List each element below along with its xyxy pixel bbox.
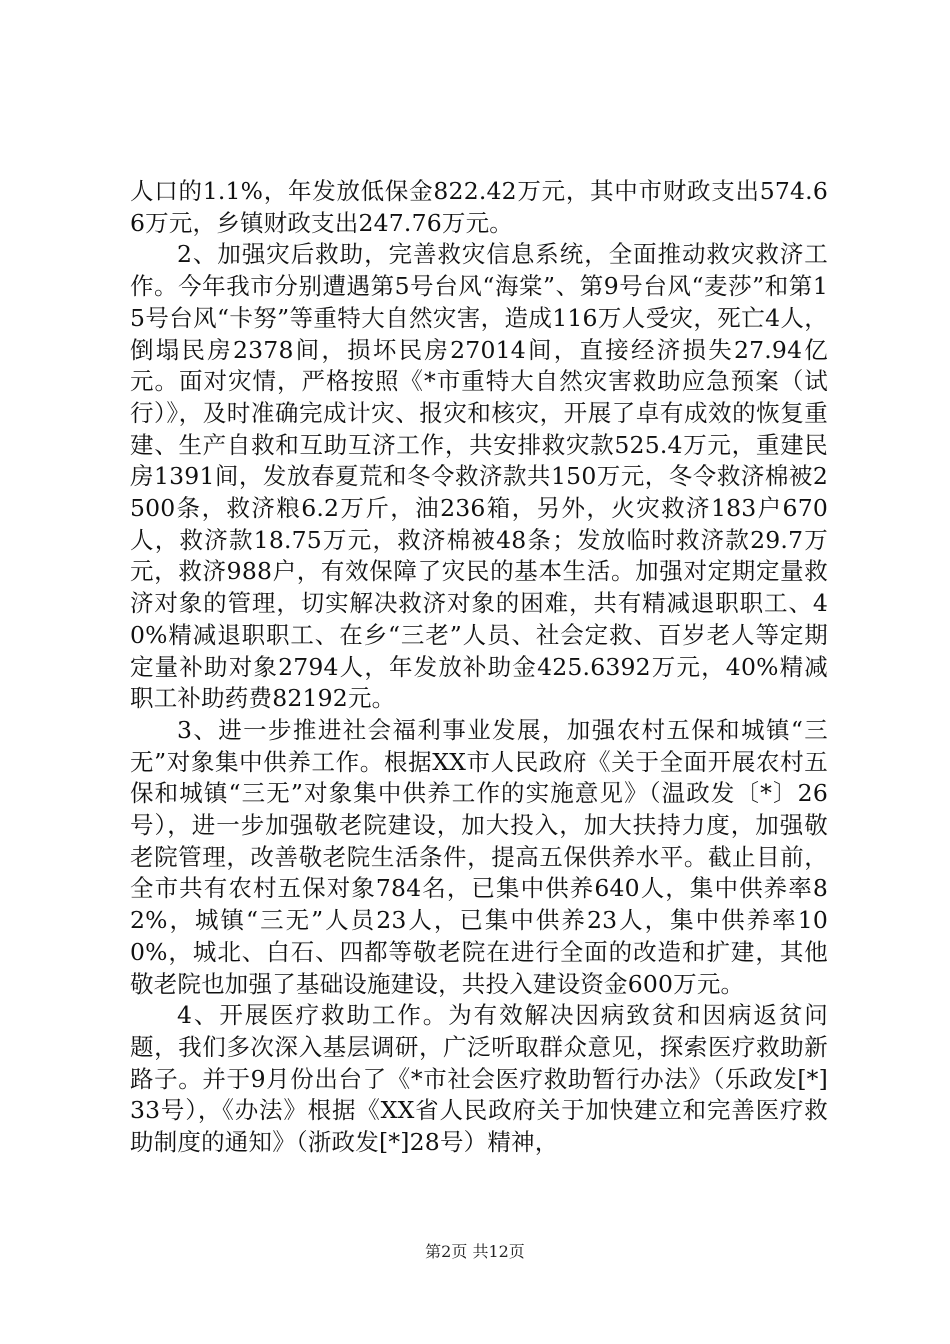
paragraph-continuation: 人口的1.1%，年发放低保金822.42万元，其中市财政支出574.66万元，乡镇财政支出247.76万元。: [130, 177, 828, 237]
paragraph-disaster-relief: 2、加强灾后救助，完善救灾信息系统，全面推动救灾救济工作。今年我市分别遭遇第5号台风“海棠”、第9号台风“麦莎”和第15号台风“卡努”等重特大自然灾害，造成116万人受灾，死亡4人，倒塌民房2378间，损坏民房27014间，直接经济损失27.94亿元。面对灾情，严格按照《*市重特大自然灾害救助应急预案（试行）》，及时准确完成计灾、报灾和核灾，开展了卓有成效的恢复重建、生产自救和互助互济工作，共安排救灾款525.4万元，重建民房1391间，发放春夏荒和冬令救济款共150万元，冬令救济棉被2500条，救济粮6.2万斤，油236箱，另外，火灾救济183户670人，救济款18.75万元，救济棉被48条；发放临时救济款29.7万元，救济988户，有效保障了灾民的基本生活。加强对定期定量救济对象的管理，切实解决救济对象的困难，共有精减退职职工、40%精减退职职工、在乡“三老”人员、社会定救、百岁老人等定期定量补助对象2794人，年发放补助金425.6392万元，40%精减职工补助药费82192元。: [130, 240, 828, 713]
paragraph-social-welfare: 3、进一步推进社会福利事业发展，加强农村五保和城镇“三无”对象集中供养工作。根据XX市人民政府《关于全面开展农村五保和城镇“三无”对象集中供养工作的实施意见》（温政发〔*〕26号），进一步加强敬老院建设，加大投入，加大扶持力度，加强敬老院管理，改善敬老院生活条件，提高五保供养水平。截止目前，全市共有农村五保对象784名，已集中供养640人，集中供养率82%，城镇“三无”人员23人，已集中供养23人，集中供养率100%，城北、白石、四都等敬老院在进行全面的改造和扩建，其他敬老院也加强了基础设施建设，共投入建设资金600万元。: [130, 715, 828, 998]
page-number-label: 第2页 共12页: [425, 1242, 525, 1261]
paragraph-medical-aid: 4、开展医疗救助工作。为有效解决因病致贫和因病返贫问题，我们多次深入基层调研，广泛听取群众意见，探索医疗救助新路子。并于9月份出台了《*市社会医疗救助暂行办法》（乐政发[*]33号），《办法》根据《XX省人民政府关于加快建立和完善医疗救助制度的通知》（浙政发[*]28号）精神，: [130, 1001, 828, 1157]
page-footer: [0, 1242, 950, 1262]
document-body: [130, 176, 828, 1159]
